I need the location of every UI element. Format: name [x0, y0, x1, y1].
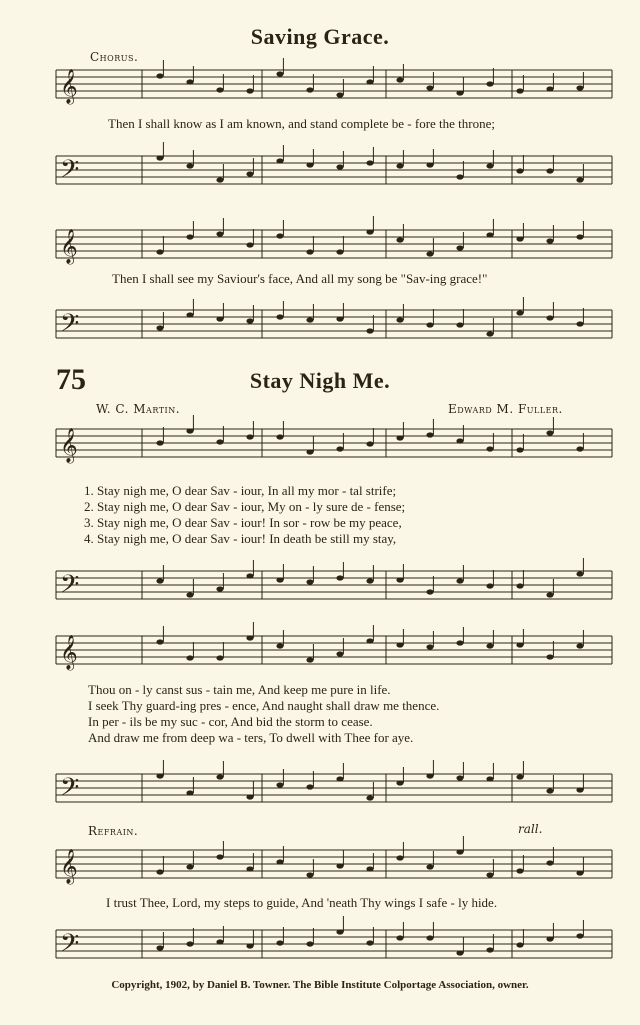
notehead — [216, 655, 223, 660]
notehead — [576, 643, 583, 648]
clef-icon: 𝄢 — [60, 929, 80, 964]
notehead — [426, 935, 433, 940]
verse-4-line-2: And draw me from deep wa - ters, To dwell with Thee for aye. — [88, 730, 414, 745]
notehead — [216, 854, 223, 859]
notehead — [486, 446, 493, 451]
bass-staff-5 — [0, 926, 640, 966]
notehead — [426, 432, 433, 437]
bass-staff-1 — [0, 152, 640, 192]
notehead — [216, 87, 223, 92]
notehead — [546, 86, 553, 91]
notehead — [486, 232, 493, 237]
notehead — [216, 231, 223, 236]
notehead — [546, 315, 553, 320]
notehead — [396, 780, 403, 785]
notehead — [336, 92, 343, 97]
notehead — [306, 162, 313, 167]
notehead — [246, 635, 253, 640]
notehead — [546, 860, 553, 865]
notehead — [156, 73, 163, 78]
copyright-notice: Copyright, 1902, by Daniel B. Towner. The Bible Institute Colportage Association, owner. — [111, 979, 529, 991]
notehead — [216, 774, 223, 779]
notehead — [336, 446, 343, 451]
notehead — [186, 655, 193, 660]
notehead — [516, 168, 523, 173]
notehead — [366, 229, 373, 234]
notehead — [336, 164, 343, 169]
notehead — [306, 87, 313, 92]
notehead — [456, 950, 463, 955]
notehead — [186, 163, 193, 168]
notehead — [456, 322, 463, 327]
notehead — [246, 242, 253, 247]
notehead — [216, 939, 223, 944]
notehead — [186, 79, 193, 84]
notehead — [156, 325, 163, 330]
notehead — [426, 162, 433, 167]
notehead — [336, 651, 343, 656]
notehead — [546, 654, 553, 659]
notehead — [246, 434, 253, 439]
notehead — [546, 788, 553, 793]
clef-icon: 𝄢 — [60, 155, 80, 190]
verse-4-line-1: 4. Stay nigh me, O dear Sav - iour! In death be still my stay, — [84, 531, 397, 546]
notehead — [186, 592, 193, 597]
rall-marking: rall. — [518, 822, 543, 836]
treble-staff-3 — [0, 425, 640, 465]
notehead — [396, 77, 403, 82]
notehead — [336, 316, 343, 321]
treble-staff-2 — [0, 226, 640, 266]
notehead — [426, 589, 433, 594]
verse-2-line-2: I seek Thy guard-ing pres - ence, And naught shall draw me thence. — [88, 698, 440, 713]
clef-icon: 𝄞 — [60, 635, 78, 670]
notehead — [246, 794, 253, 799]
notehead — [366, 940, 373, 945]
notehead — [516, 642, 523, 647]
notehead — [516, 583, 523, 588]
clef-icon: 𝄞 — [60, 69, 78, 104]
notehead — [516, 88, 523, 93]
notehead — [276, 577, 283, 582]
notehead — [276, 158, 283, 163]
notehead — [306, 872, 313, 877]
notehead — [516, 774, 523, 779]
notehead — [576, 787, 583, 792]
notehead — [276, 940, 283, 945]
bass-staff-3 — [0, 567, 640, 607]
notehead — [276, 233, 283, 238]
notehead — [186, 312, 193, 317]
notehead — [156, 155, 163, 160]
notehead — [576, 933, 583, 938]
notehead — [576, 571, 583, 576]
notehead — [366, 328, 373, 333]
notehead — [486, 583, 493, 588]
notehead — [366, 866, 373, 871]
refrain-lyrics: I trust Thee, Lord, my steps to guide, And 'neath Thy wings I safe - ly hide. — [106, 895, 498, 910]
notehead — [276, 71, 283, 76]
treble-staff-1 — [0, 66, 640, 106]
notehead — [336, 929, 343, 934]
notehead — [456, 849, 463, 854]
notehead — [456, 90, 463, 95]
notehead — [306, 249, 313, 254]
notehead — [486, 947, 493, 952]
notehead — [396, 642, 403, 647]
notehead — [216, 586, 223, 591]
notehead — [516, 942, 523, 947]
notehead — [276, 859, 283, 864]
notehead — [156, 945, 163, 950]
notehead — [516, 868, 523, 873]
notehead — [486, 81, 493, 86]
notehead — [516, 310, 523, 315]
notehead — [426, 644, 433, 649]
verse-3-line-2: In per - ils be my suc - cor, And bid the storm to cease. — [88, 714, 373, 729]
notehead — [456, 578, 463, 583]
notehead — [336, 863, 343, 868]
notehead — [186, 941, 193, 946]
notehead — [216, 177, 223, 182]
verse-1-line-2: Thou on - ly canst sus - tain me, And keep me pure in life. — [88, 682, 391, 697]
notehead — [396, 435, 403, 440]
notehead — [366, 79, 373, 84]
bass-staff-2 — [0, 306, 640, 346]
hymn-title-saving-grace: Saving Grace. — [250, 24, 390, 49]
notehead — [366, 160, 373, 165]
notehead — [396, 935, 403, 940]
lyrics-line-2: Then I shall see my Saviour's face, And all my song be "Sav-ing grace!" — [112, 271, 488, 286]
notehead — [366, 441, 373, 446]
notehead — [246, 318, 253, 323]
notehead — [306, 317, 313, 322]
notehead — [306, 449, 313, 454]
notehead — [156, 440, 163, 445]
refrain-label: Refrain. — [88, 824, 139, 838]
notehead — [366, 795, 373, 800]
notehead — [336, 249, 343, 254]
clef-icon: 𝄞 — [60, 849, 78, 884]
verse-2-line-1: 2. Stay nigh me, O dear Sav - iour, My on - ly sure de - fense; — [84, 499, 406, 514]
notehead — [246, 171, 253, 176]
notehead — [576, 177, 583, 182]
hymn-title-stay-nigh-me: Stay Nigh Me. — [249, 368, 391, 393]
notehead — [396, 317, 403, 322]
notehead — [276, 434, 283, 439]
notehead — [336, 776, 343, 781]
notehead — [486, 776, 493, 781]
composer-right: Edward M. Fuller. — [448, 402, 563, 416]
notehead — [276, 782, 283, 787]
notehead — [306, 941, 313, 946]
clef-icon: 𝄢 — [60, 773, 80, 808]
notehead — [396, 237, 403, 242]
notehead — [486, 331, 493, 336]
notehead — [486, 163, 493, 168]
clef-icon: 𝄞 — [60, 428, 78, 463]
hymn-number: 75 — [56, 363, 86, 396]
notehead — [156, 773, 163, 778]
chorus-label: Chorus. — [90, 50, 139, 64]
notehead — [186, 234, 193, 239]
notehead — [426, 322, 433, 327]
notehead — [306, 784, 313, 789]
notehead — [456, 640, 463, 645]
notehead — [546, 238, 553, 243]
notehead — [156, 869, 163, 874]
notehead — [576, 446, 583, 451]
clef-icon: 𝄢 — [60, 570, 80, 605]
lyrics-line-1: Then I shall know as I am known, and stand complete be - fore the throne; — [108, 116, 495, 131]
notehead — [156, 249, 163, 254]
notehead — [456, 245, 463, 250]
notehead — [546, 936, 553, 941]
notehead — [576, 321, 583, 326]
notehead — [546, 430, 553, 435]
notehead — [426, 251, 433, 256]
notehead — [486, 643, 493, 648]
bass-staff-4 — [0, 770, 640, 810]
notehead — [456, 775, 463, 780]
notehead — [366, 638, 373, 643]
notehead — [156, 578, 163, 583]
notehead — [276, 314, 283, 319]
notehead — [426, 864, 433, 869]
notehead — [216, 439, 223, 444]
notehead — [186, 790, 193, 795]
notehead — [246, 573, 253, 578]
composer-left: W. C. Martin. — [96, 402, 181, 416]
notehead — [516, 447, 523, 452]
notehead — [546, 168, 553, 173]
notehead — [306, 657, 313, 662]
notehead — [456, 174, 463, 179]
notehead — [336, 575, 343, 580]
verse-3-line-1: 3. Stay nigh me, O dear Sav - iour! In sor - row be my peace, — [84, 515, 402, 530]
treble-staff-4 — [0, 632, 640, 672]
notehead — [366, 578, 373, 583]
notehead — [546, 592, 553, 597]
notehead — [396, 855, 403, 860]
notehead — [576, 85, 583, 90]
notehead — [216, 316, 223, 321]
notehead — [426, 773, 433, 778]
notehead — [246, 88, 253, 93]
notehead — [186, 864, 193, 869]
notehead — [156, 639, 163, 644]
notehead — [396, 577, 403, 582]
notehead — [246, 943, 253, 948]
notehead — [576, 234, 583, 239]
notehead — [306, 579, 313, 584]
notehead — [186, 428, 193, 433]
notehead — [486, 872, 493, 877]
clef-icon: 𝄢 — [60, 309, 80, 344]
notehead — [246, 866, 253, 871]
notehead — [576, 870, 583, 875]
verse-1-line-1: 1. Stay nigh me, O dear Sav - iour, In all my mor - tal strife; — [84, 483, 397, 498]
notehead — [426, 85, 433, 90]
notehead — [396, 163, 403, 168]
treble-staff-5 — [0, 846, 640, 886]
notehead — [276, 643, 283, 648]
clef-icon: 𝄞 — [60, 229, 78, 264]
notehead — [456, 438, 463, 443]
notehead — [516, 236, 523, 241]
